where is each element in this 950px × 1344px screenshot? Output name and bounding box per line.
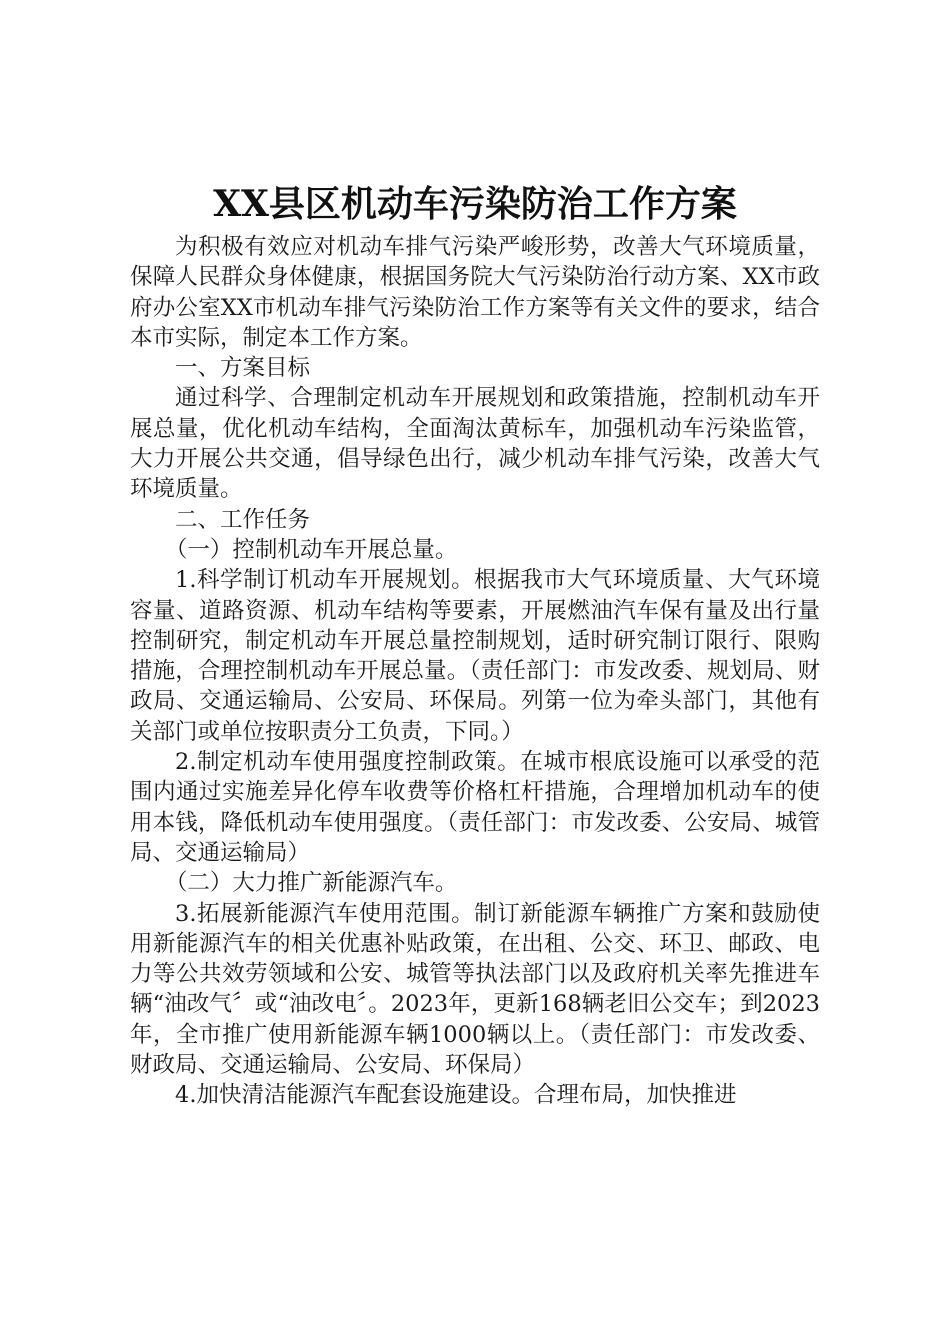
subsection-heading-2: （二）大力推广新能源汽车。: [164, 870, 458, 897]
section-heading-tasks: 二、工作任务: [175, 506, 311, 533]
goals-paragraph: 通过科学、合理制定机动车开展规划和政策措施，控制机动车开展总量，优化机动车结构，全面淘汰黄标车，加强机动车污染监管，大力开展公共交通，倡导绿色出行，减少机动车排气污染，改善大气环境质量。: [130, 385, 820, 503]
task-item-2: 2.制定机动车使用强度控制政策。在城市根底设施可以承受的范围内通过实施差异化停车收费等价格杠杆措施，合理增加机动车的使用本钱，降低机动车使用强度。（责任部门：市发改委、公安局、城管局、交通运输局）: [130, 749, 820, 866]
document-body: [130, 232, 820, 1111]
document-title: XX县区机动车污染防治工作方案: [213, 183, 737, 225]
task-item-4: 4.加快清洁能源汽车配套设施建设。合理布局，加快推进: [175, 1082, 737, 1109]
section-heading-goals: 一、方案目标: [175, 355, 311, 382]
task-item-1: 1.科学制订机动车开展规划。根据我市大气环境质量、大气环境容量、道路资源、机动车结构等要素，开展燃油汽车保有量及出行量控制研究，制定机动车开展总量控制规划，适时研究制订限行、限购措施，合理控制机动车开展总量。（责任部门：市发改委、规划局、财政局、交通运输局、公安局、环保局。列第一位为牵头部门，其他有关部门或单位按职责分工负责，下同。）: [130, 567, 820, 745]
intro-paragraph: 为积极有效应对机动车排气污染严峻形势，改善大气环境质量，保障人民群众身体健康，根据国务院大气污染防治行动方案、XX市政府办公室XX市机动车排气污染防治工作方案等有关文件的要求，结合本市实际，制定本工作方案。: [130, 234, 820, 351]
subsection-heading-1: （一）控制机动车开展总量。: [164, 536, 458, 563]
task-item-3: 3.拓展新能源汽车使用范围。制订新能源车辆推广方案和鼓励使用新能源汽车的相关优惠补贴政策，在出租、公交、环卫、邮政、电力等公共效劳领域和公安、城管等执法部门以及政府机关率先推进车辆“油改气〞或“油改电〞。2023年，更新168辆老旧公交车；到2023年，全市推广使用新能源车辆1000辆以上。（责任部门：市发改委、财政局、交通运输局、公安局、环保局）: [130, 900, 820, 1079]
